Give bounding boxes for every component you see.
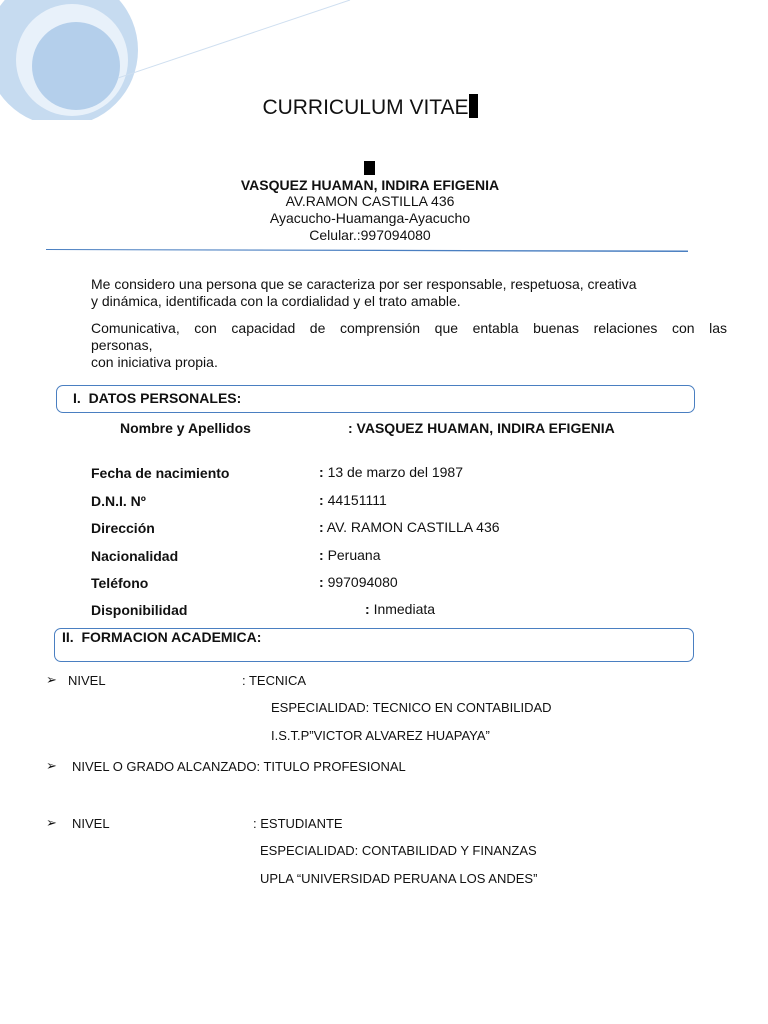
text-cursor-block [364, 161, 375, 175]
field-label: Dirección [91, 520, 155, 536]
header-city: Ayacucho-Huamanga-Ayacucho [269, 210, 471, 226]
field-value: : Inmediata [365, 601, 436, 617]
header-name: VASQUEZ HUAMAN, INDIRA EFIGENIA [240, 177, 500, 193]
field-label: Fecha de nacimiento [91, 465, 230, 481]
edu-institution: UPLA “UNIVERSIDAD PERUANA LOS ANDES” [260, 871, 538, 886]
edu-specialty: ESPECIALIDAD: TECNICO EN CONTABILIDAD [271, 700, 552, 715]
profile-paragraph-2 [91, 320, 727, 371]
edu-specialty: ESPECIALIDAD: CONTABILIDAD Y FINANZAS [260, 843, 537, 858]
profile-line: Me considero una persona que se caracteriza por ser responsable, respetuosa, creativa [91, 276, 637, 292]
profile-line: y dinámica, identificada con la cordialidad y el trato amable. [91, 293, 461, 309]
edu-value: : TECNICA [242, 673, 307, 688]
field-value: : AV. RAMON CASTILLA 436 [319, 519, 500, 535]
header-divider [46, 248, 688, 252]
arrow-bullet-icon: ➢ [46, 758, 57, 773]
section-datos-heading: I. DATOS PERSONALES: [73, 390, 242, 406]
profile-line: con iniciativa propia. [91, 354, 218, 370]
text-cursor [469, 94, 478, 118]
edu-label: NIVEL O GRADO ALCANZADO: TITULO PROFESIONAL [72, 759, 406, 774]
name-label: Nombre y Apellidos [120, 420, 251, 436]
edu-label: NIVEL [68, 673, 106, 688]
edu-value: : ESTUDIANTE [253, 816, 343, 831]
profile-line: Comunicativa, con capacidad de comprensión que entabla buenas relaciones con las [91, 320, 727, 336]
profile-line: personas, [91, 337, 153, 353]
field-label: Nacionalidad [91, 548, 179, 564]
page-title: CURRICULUM VITAE [0, 94, 740, 120]
edu-institution: I.S.T.P”VICTOR ALVAREZ HUAPAYA” [271, 728, 490, 743]
field-value: : Peruana [319, 547, 381, 563]
name-value: : VASQUEZ HUAMAN, INDIRA EFIGENIA [348, 420, 615, 436]
header-address: AV.RAMON CASTILLA 436 [285, 193, 455, 209]
field-label: Disponibilidad [91, 602, 188, 618]
arrow-bullet-icon: ➢ [46, 815, 57, 830]
arrow-bullet-icon: ➢ [46, 672, 57, 687]
field-value: : 997094080 [319, 574, 398, 590]
field-value: : 13 de marzo del 1987 [319, 464, 463, 480]
field-label: D.N.I. Nº [91, 493, 146, 509]
edu-label: NIVEL [72, 816, 110, 831]
field-value: : 44151111 [319, 492, 387, 508]
profile-paragraph-1 [91, 276, 727, 310]
field-label: Teléfono [91, 575, 149, 591]
section-formacion-heading: II. FORMACION ACADEMICA: [62, 629, 262, 645]
header-phone: Celular.:997094080 [309, 227, 431, 243]
